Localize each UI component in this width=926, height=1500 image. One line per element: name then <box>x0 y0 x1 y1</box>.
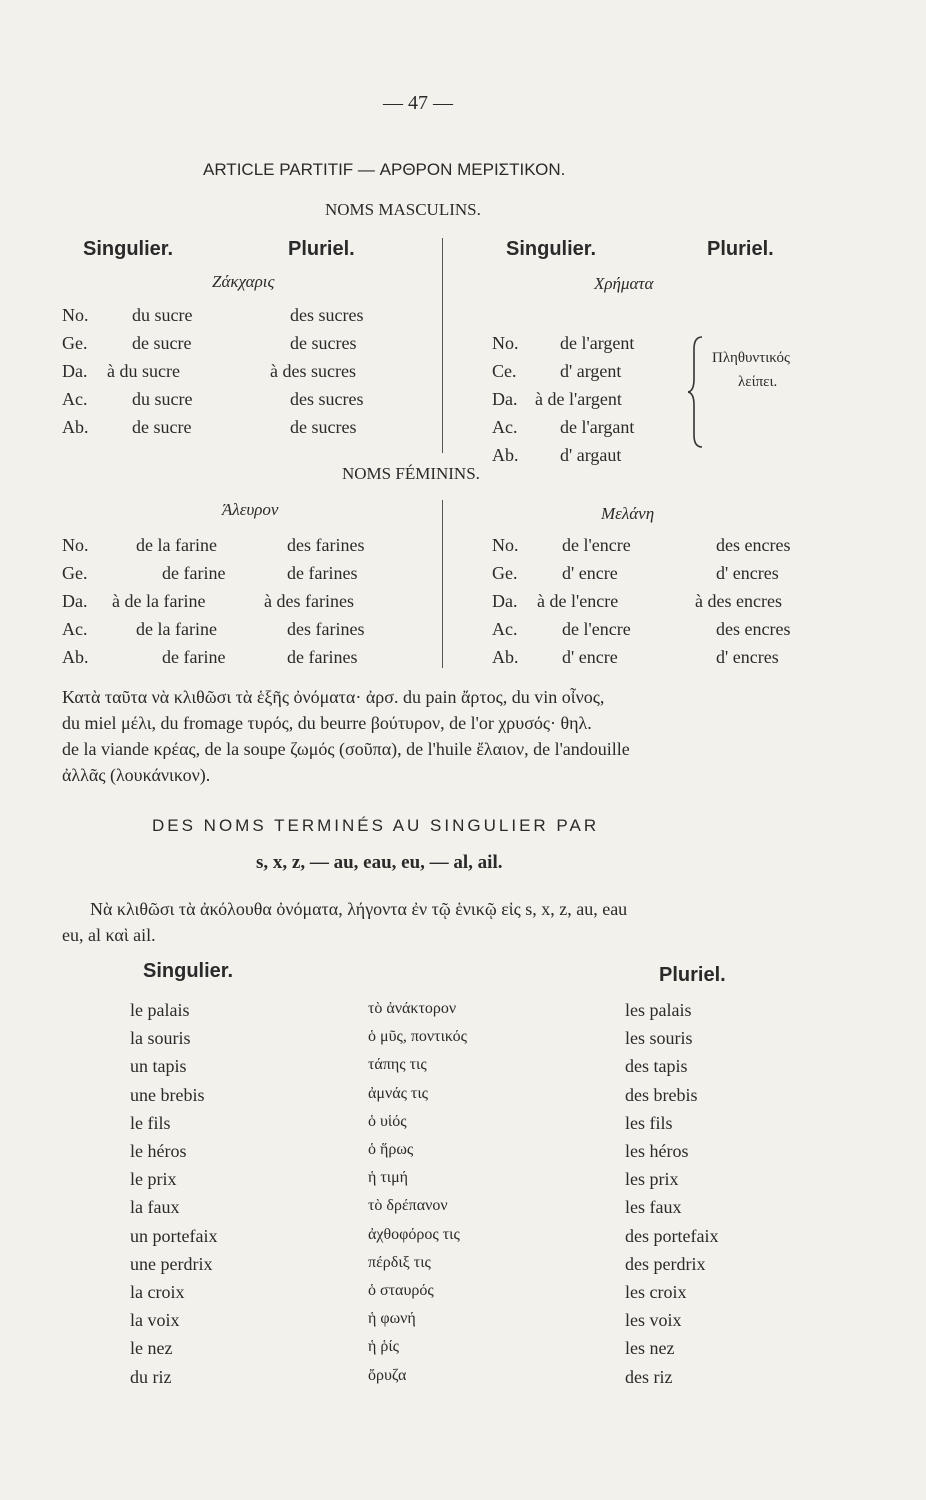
singular-form: la croix <box>130 1282 185 1302</box>
greek-translation: ὁ ἥρως <box>368 1141 414 1158</box>
masc-right-plur-header: Pluriel. <box>707 238 774 260</box>
section-title: ARTICLE PARTITIF — ΑΡΘΡΟΝ ΜΕΡΙΣΤΙΚΟΝ. <box>203 160 566 179</box>
plural-form: de farines <box>287 647 358 667</box>
no-plural-note-line2: λείπει. <box>738 374 778 390</box>
greek-translation: πέρδιξ τις <box>368 1254 431 1271</box>
singular-form: la voix <box>130 1310 180 1330</box>
plural-form: des brebis <box>625 1085 698 1105</box>
masc-heading: NOMS MASCULINS. <box>325 200 481 219</box>
plural-form: des riz <box>625 1367 673 1387</box>
singular-form: de farine <box>162 647 226 667</box>
case-label: Ge. <box>62 333 88 353</box>
singular-form: d' argent <box>560 361 622 381</box>
plural-form: les nez <box>625 1338 675 1358</box>
plural-form: de sucres <box>290 333 357 353</box>
case-label: No. <box>62 535 89 555</box>
masc-left-plur-header: Pluriel. <box>288 238 355 260</box>
plural-form: les croix <box>625 1282 687 1302</box>
singular-form: un portefaix <box>130 1226 218 1246</box>
paragraph-line: Κατὰ ταῦτα νὰ κλιθῶσι τὰ ἑξῆς ὀνόματα· ἀρσ. du pain ἄρτος, du vin οἶνος, <box>62 687 605 707</box>
singular-form: du sucre <box>132 305 193 325</box>
singular-form: une perdrix <box>130 1254 213 1274</box>
singular-form: d' argaut <box>560 445 622 465</box>
greek-translation: ἀμνάς τις <box>368 1085 428 1102</box>
case-label: Ge. <box>492 563 518 583</box>
plural-form: à des sucres <box>270 361 356 381</box>
plural-form: des portefaix <box>625 1226 719 1246</box>
plural-form: des tapis <box>625 1056 688 1076</box>
singular-form: une brebis <box>130 1085 205 1105</box>
case-label: Ac. <box>62 619 88 639</box>
fem-right-word: Μελάνη <box>601 504 655 523</box>
fem-left-word: Άλευρον <box>222 500 279 519</box>
greek-translation: ὁ σταυρός <box>368 1282 434 1299</box>
greek-translation: ἡ τιμή <box>368 1169 409 1186</box>
case-label: Ab. <box>62 647 89 667</box>
fem-divider <box>442 500 443 668</box>
greek-translation: ὁ μῦς, ποντικός <box>368 1028 467 1045</box>
greek-translation: ὁ υἱός <box>368 1113 407 1130</box>
singular-form: le nez <box>130 1338 173 1358</box>
singular-form: à de l'encre <box>537 591 619 611</box>
case-label: Ac. <box>62 389 88 409</box>
fem-heading: NOMS FÉMININS. <box>342 464 480 483</box>
singular-form: de sucre <box>132 417 192 437</box>
paragraph-line: de la viande κρέας, de la soupe ζωμός (σοῦπα), de l'huile ἔλαιον, de l'andouille <box>62 739 630 759</box>
singular-form: la souris <box>130 1028 191 1048</box>
masc-divider <box>442 238 443 453</box>
case-label: No. <box>492 535 519 555</box>
case-label: No. <box>492 333 519 353</box>
singular-form: un tapis <box>130 1056 187 1076</box>
greek-translation: ἡ ῥίς <box>368 1338 399 1355</box>
singular-form: de la farine <box>136 619 217 639</box>
plural-form: de farines <box>287 563 358 583</box>
singular-form: de la farine <box>136 535 217 555</box>
singular-form: de l'argant <box>560 417 635 437</box>
masc-left-sing-header: Singulier. <box>83 238 174 260</box>
case-label: Ac. <box>492 619 518 639</box>
case-label: Ab. <box>492 647 519 667</box>
singular-form: de sucre <box>132 333 192 353</box>
list-sing-header: Singulier. <box>143 960 234 982</box>
case-label: No. <box>62 305 89 325</box>
singular-form: de l'encre <box>562 619 631 639</box>
page-number: — 47 — <box>383 92 453 114</box>
masc-right-sing-header: Singulier. <box>506 238 597 260</box>
case-label: Ce. <box>492 361 517 381</box>
paragraph-line: ἀλλᾶς (λουκάνικον). <box>62 765 211 785</box>
paragraph-line: Νὰ κλιθῶσι τὰ ἀκόλουθα ὀνόματα, λήγοντα ἐν τῷ ἑνικῷ εἰς s, x, z, au, eau <box>90 899 628 919</box>
paragraph-line: du miel μέλι, du fromage τυρός, du beurre βούτυρον, de l'or χρυσός· θηλ. <box>62 713 592 733</box>
singular-form: d' encre <box>562 647 618 667</box>
singular-form: du riz <box>130 1367 172 1387</box>
plural-form: des sucres <box>290 389 364 409</box>
section2-title: DES NOMS TERMINÉS AU SINGULIER PAR <box>152 816 600 835</box>
singular-form: d' encre <box>562 563 618 583</box>
case-label: Ab. <box>62 417 89 437</box>
plural-form: d' encres <box>716 647 779 667</box>
singular-form: le héros <box>130 1141 187 1161</box>
greek-translation: τὸ δρέπανον <box>368 1197 448 1214</box>
case-label: Ge. <box>62 563 88 583</box>
singular-form: à de l'argent <box>535 389 622 409</box>
case-label: Da. <box>492 591 518 611</box>
case-label: Da. <box>492 389 518 409</box>
plural-form: les prix <box>625 1169 679 1189</box>
plural-form: des encres <box>716 619 791 639</box>
masc-right-word: Χρήματα <box>594 274 654 293</box>
plural-form: les fils <box>625 1113 673 1133</box>
greek-translation: τάπης τις <box>368 1056 427 1073</box>
singular-form: à de la farine <box>112 591 206 611</box>
plural-form: des farines <box>287 535 365 555</box>
greek-translation: ὄρυζα <box>368 1367 407 1384</box>
plural-form: les voix <box>625 1310 682 1330</box>
plural-form: les palais <box>625 1000 692 1020</box>
case-label: Da. <box>62 361 88 381</box>
singular-form: la faux <box>130 1197 180 1217</box>
greek-translation: ἡ φωνή <box>368 1310 416 1327</box>
singular-form: le prix <box>130 1169 177 1189</box>
singular-form: à du sucre <box>107 361 180 381</box>
plural-form: des encres <box>716 535 791 555</box>
plural-form: de sucres <box>290 417 357 437</box>
case-label: Da. <box>62 591 88 611</box>
plural-form: des perdrix <box>625 1254 706 1274</box>
plural-form: à des encres <box>695 591 782 611</box>
singular-form: le palais <box>130 1000 190 1020</box>
case-label: Ac. <box>492 417 518 437</box>
case-label: Ab. <box>492 445 519 465</box>
singular-form: de farine <box>162 563 226 583</box>
paragraph-line: eu, al καὶ ail. <box>62 925 156 945</box>
singular-form: du sucre <box>132 389 193 409</box>
plural-form: les souris <box>625 1028 693 1048</box>
section2-subtitle: s, x, z, — au, eau, eu, — al, ail. <box>256 852 503 873</box>
singular-form: de l'argent <box>560 333 635 353</box>
plural-form: les faux <box>625 1197 682 1217</box>
masc-left-word: Ζάκχαρις <box>212 272 275 291</box>
curly-brace-icon <box>688 335 708 450</box>
greek-translation: τὸ ἀνάκτορον <box>368 1000 457 1017</box>
plural-form: des farines <box>287 619 365 639</box>
singular-form: de l'encre <box>562 535 631 555</box>
greek-translation: ἀχθοφόρος τις <box>368 1226 460 1243</box>
singular-form: le fils <box>130 1113 171 1133</box>
plural-form: les héros <box>625 1141 689 1161</box>
no-plural-note-line1: Πληθυντικός <box>712 350 790 366</box>
plural-form: à des farines <box>264 591 354 611</box>
list-plur-header: Pluriel. <box>659 964 726 986</box>
plural-form: d' encres <box>716 563 779 583</box>
plural-form: des sucres <box>290 305 364 325</box>
